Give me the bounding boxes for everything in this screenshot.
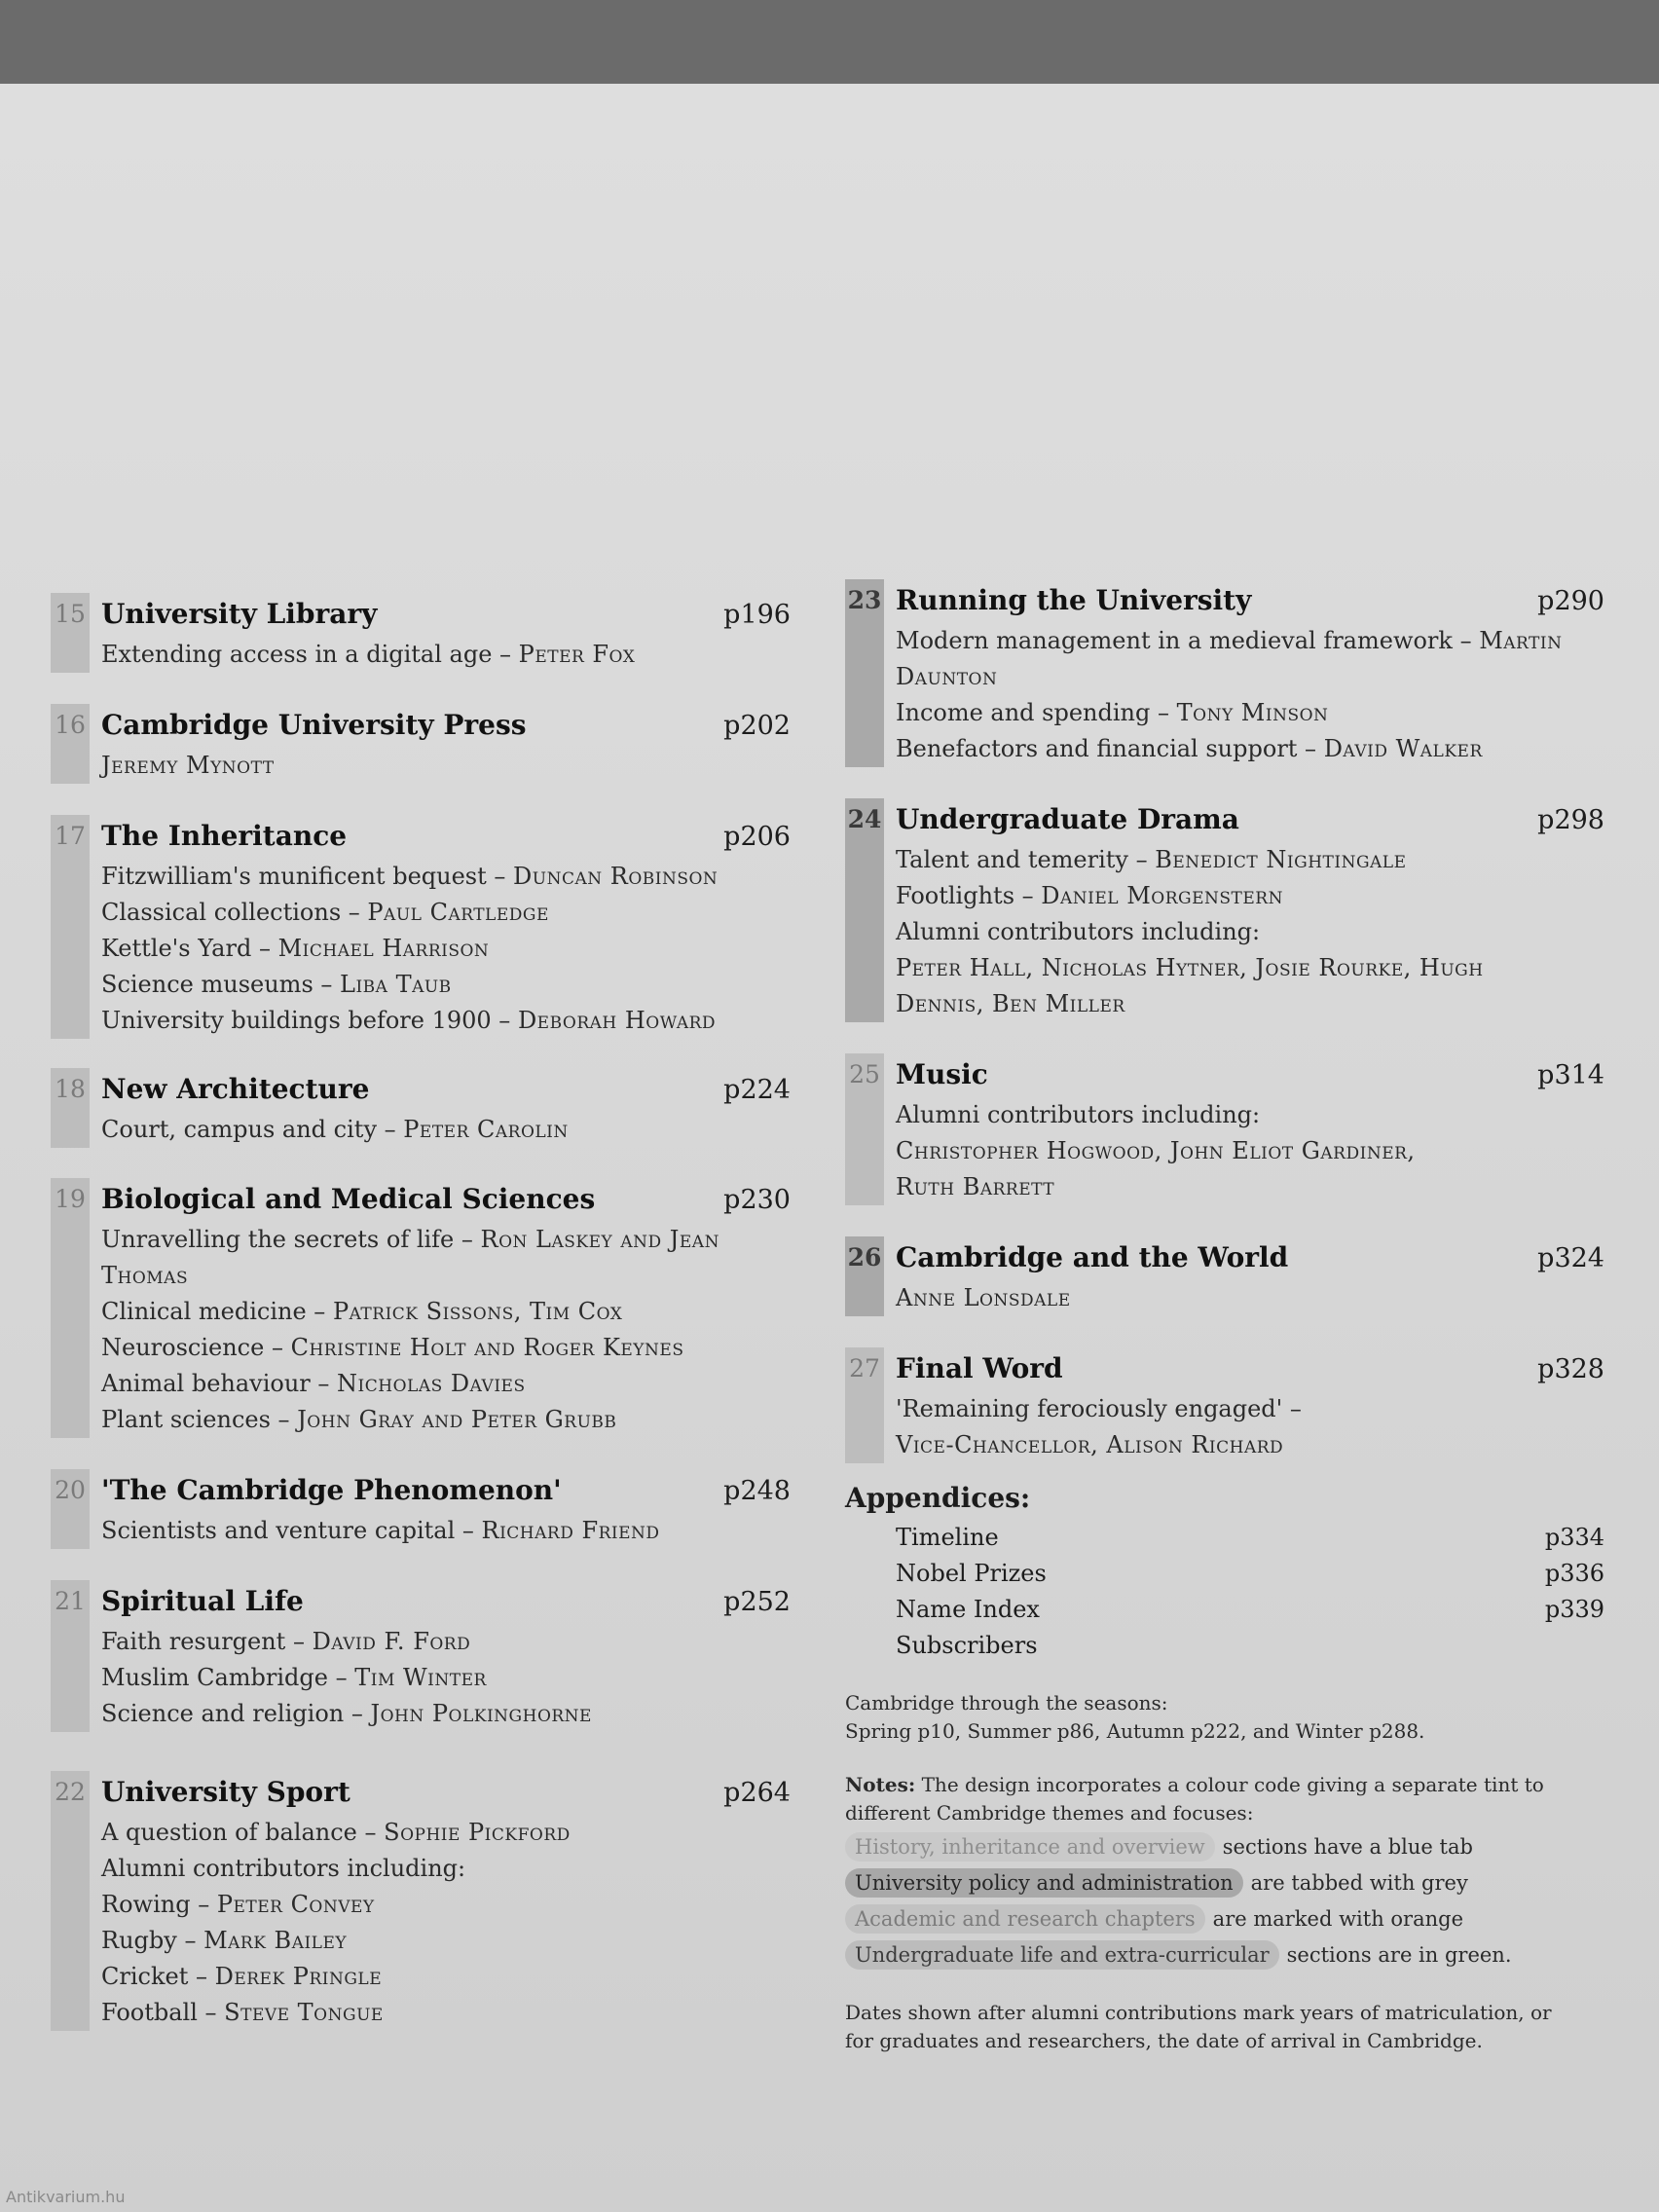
chapter-page: p252 xyxy=(723,1587,791,1617)
chapter-line xyxy=(101,931,791,967)
chapter-line xyxy=(101,1887,791,1923)
appendix-item xyxy=(845,1556,1604,1592)
chapter-number: 27 xyxy=(849,1354,880,1382)
line-text: Football – xyxy=(101,1999,225,2026)
chapter-line xyxy=(896,842,1604,878)
chapter-entry xyxy=(845,1347,1604,1463)
chapter-page: p248 xyxy=(723,1476,791,1506)
chapter-title: New Architecture xyxy=(101,1073,370,1105)
chapter-page: p324 xyxy=(1537,1243,1604,1273)
seasons-line-2: Spring p10, Summer p86, Autumn p222, and Winter p288. xyxy=(845,1719,1425,1743)
legend-swatch: History, inheritance and overview xyxy=(845,1832,1215,1862)
chapter-title: Biological and Medical Sciences xyxy=(101,1183,596,1215)
line-text: Animal behaviour – xyxy=(101,1370,338,1397)
legend-text: sections are in green. xyxy=(1286,1943,1512,1967)
chapter-title-row xyxy=(896,798,1604,842)
chapter-number: 21 xyxy=(55,1587,86,1615)
chapter-line xyxy=(101,1815,791,1851)
author-name: David Walker xyxy=(1323,735,1483,762)
chapter-line xyxy=(101,1112,791,1148)
appendices-heading: Appendices: xyxy=(845,1482,1031,1514)
line-text: Rugby – xyxy=(101,1927,204,1954)
chapter-page: p264 xyxy=(723,1778,791,1808)
chapter-line xyxy=(101,895,791,931)
appendix-label: Subscribers xyxy=(896,1632,1038,1659)
chapter-number: 16 xyxy=(55,711,86,739)
line-text: Science museums – xyxy=(101,971,341,998)
background-surface xyxy=(0,0,1659,86)
author-name: Christine Holt and Roger Keynes xyxy=(290,1334,684,1361)
author-name: Derek Pringle xyxy=(214,1963,383,1990)
watermark: Antikvarium.hu xyxy=(6,2188,126,2206)
chapter-title: University Sport xyxy=(101,1776,350,1808)
chapter-page: p290 xyxy=(1537,586,1604,616)
appendix-item xyxy=(845,1592,1604,1628)
chapter-title: Cambridge University Press xyxy=(101,709,527,741)
chapter-number: 20 xyxy=(55,1476,86,1504)
chapter-line xyxy=(896,1391,1604,1427)
appendix-label: Name Index xyxy=(896,1596,1040,1623)
legend-text: sections have a blue tab xyxy=(1222,1835,1473,1859)
chapter-line xyxy=(896,1427,1604,1463)
appendix-page: p336 xyxy=(1544,1560,1604,1587)
author-name: Peter Fox xyxy=(518,641,636,668)
chapter-line xyxy=(896,914,1604,950)
author-name: Sophie Pickford xyxy=(384,1819,571,1846)
legend-row xyxy=(845,1901,1604,1937)
author-name: Benedict Nightingale xyxy=(1155,846,1407,873)
chapter-page: p298 xyxy=(1537,805,1604,835)
chapter-line xyxy=(101,967,791,1003)
chapter-line xyxy=(101,1851,791,1887)
line-text: Footlights – xyxy=(896,882,1042,909)
colour-legend xyxy=(845,1829,1604,1973)
chapter-title-row xyxy=(896,1236,1604,1280)
line-text: Kettle's Yard – xyxy=(101,935,278,962)
chapter-page: p202 xyxy=(723,711,791,741)
author-name: Peter Convey xyxy=(216,1891,375,1918)
appendix-label: Timeline xyxy=(896,1524,999,1551)
chapter-entry xyxy=(51,1469,791,1549)
chapter-page: p328 xyxy=(1537,1354,1604,1384)
line-text: Alumni contributors including: xyxy=(896,918,1261,945)
chapter-line xyxy=(101,1624,791,1660)
chapter-entry xyxy=(845,1053,1604,1205)
chapter-line xyxy=(896,878,1604,914)
line-text: Unravelling the secrets of life – xyxy=(101,1226,481,1253)
chapter-number: 19 xyxy=(55,1185,86,1213)
author-name: Daunton xyxy=(896,663,998,690)
author-name: Anne Lonsdale xyxy=(896,1284,1071,1311)
line-text: Plant sciences – xyxy=(101,1406,298,1433)
notes-label: Notes: xyxy=(845,1773,916,1796)
author-name: Dennis, Ben Miller xyxy=(896,990,1125,1017)
chapter-line xyxy=(101,1222,791,1294)
line-text: Science and religion – xyxy=(101,1700,371,1727)
line-text: Alumni contributors including: xyxy=(101,1855,466,1882)
chapter-page: p196 xyxy=(723,600,791,630)
chapter-line xyxy=(896,659,1604,695)
chapter-number: 24 xyxy=(847,805,882,833)
chapter-line xyxy=(101,1660,791,1696)
chapter-number: 26 xyxy=(847,1243,882,1272)
author-name: Ron Laskey and Jean Thomas xyxy=(101,1226,719,1289)
chapter-line xyxy=(896,695,1604,731)
appendix-page: p339 xyxy=(1544,1596,1604,1623)
author-name: Tony Minson xyxy=(1176,699,1329,726)
contents-column-left xyxy=(51,593,791,2031)
author-name: Richard Friend xyxy=(481,1517,660,1544)
author-name: Vice-Chancellor, Alison Richard xyxy=(896,1431,1284,1458)
legend-swatch: Undergraduate life and extra-curricular xyxy=(845,1940,1279,1970)
chapter-title-row xyxy=(101,593,791,637)
legend-text: are tabbed with grey xyxy=(1250,1871,1468,1895)
line-text: Neuroscience – xyxy=(101,1334,291,1361)
appendices xyxy=(845,1477,1604,1664)
author-name: Peter Hall, Nicholas Hytner, Josie Rourke, Hugh xyxy=(896,954,1484,981)
author-name: Peter Carolin xyxy=(403,1116,569,1143)
chapter-entry xyxy=(845,1236,1604,1316)
notes-text xyxy=(845,1771,1604,1827)
line-text: Classical collections – xyxy=(101,899,368,926)
line-text: Clinical medicine – xyxy=(101,1298,333,1325)
chapter-number: 23 xyxy=(847,586,882,614)
legend-text: are marked with orange xyxy=(1212,1907,1464,1931)
line-text: Faith resurgent – xyxy=(101,1628,313,1655)
chapter-line xyxy=(101,1330,791,1366)
author-name: John Gray and Peter Grubb xyxy=(297,1406,617,1433)
author-name: David F. Ford xyxy=(312,1628,471,1655)
chapter-entry xyxy=(845,798,1604,1022)
chapter-line xyxy=(101,1402,791,1438)
chapter-entry xyxy=(51,815,791,1039)
chapter-title-row xyxy=(101,1580,791,1624)
author-name: Duncan Robinson xyxy=(513,863,719,890)
chapter-entry xyxy=(51,593,791,673)
line-text: Cricket – xyxy=(101,1963,215,1990)
seasons-note xyxy=(845,1689,1604,1746)
appendix-label: Nobel Prizes xyxy=(896,1560,1047,1587)
chapter-title-row xyxy=(101,1178,791,1222)
chapter-title: Running the University xyxy=(896,584,1252,616)
chapter-number: 22 xyxy=(55,1778,86,1806)
author-name: John Polkinghorne xyxy=(370,1700,592,1727)
chapter-title-row xyxy=(101,1068,791,1112)
line-text: Scientists and venture capital – xyxy=(101,1517,482,1544)
line-text: Muslim Cambridge – xyxy=(101,1664,355,1691)
chapter-entry xyxy=(51,1068,791,1148)
chapter-title: University Library xyxy=(101,598,378,630)
chapter-line xyxy=(101,1995,791,2031)
chapter-title: Undergraduate Drama xyxy=(896,803,1239,835)
chapter-title: Spiritual Life xyxy=(101,1585,304,1617)
chapter-line xyxy=(896,1169,1604,1205)
author-name: Liba Taub xyxy=(340,971,452,998)
chapter-line xyxy=(101,1513,791,1549)
chapter-line xyxy=(101,1696,791,1732)
line-text: Benefactors and financial support – xyxy=(896,735,1324,762)
line-text: Income and spending – xyxy=(896,699,1177,726)
author-name: Mark Bailey xyxy=(203,1927,348,1954)
chapter-title: Music xyxy=(896,1058,988,1090)
legend-row xyxy=(845,1829,1604,1865)
author-name: Christopher Hogwood, John Eliot Gardiner, xyxy=(896,1137,1416,1164)
chapter-line xyxy=(896,1097,1604,1133)
dates-note: Dates shown after alumni contributions mark years of matriculation, or for graduates and researchers, the date of arrival in Cambridge. xyxy=(845,2001,1552,2052)
line-text: Alumni contributors including: xyxy=(896,1101,1261,1128)
chapter-number: 18 xyxy=(55,1075,86,1103)
chapter-line xyxy=(896,986,1604,1022)
legend-swatch: Academic and research chapters xyxy=(845,1904,1205,1934)
line-text: Fitzwilliam's munificent bequest – xyxy=(101,863,514,890)
chapter-line xyxy=(101,1366,791,1402)
chapter-line xyxy=(101,1959,791,1995)
line-text: University buildings before 1900 – xyxy=(101,1007,518,1034)
chapter-line xyxy=(896,950,1604,986)
chapter-line xyxy=(101,1923,791,1959)
chapter-title: The Inheritance xyxy=(101,820,348,852)
chapter-line xyxy=(896,731,1604,767)
line-text: Extending access in a digital age – xyxy=(101,641,519,668)
chapter-line xyxy=(101,1003,791,1039)
author-name: Ruth Barrett xyxy=(896,1173,1055,1200)
right-entries xyxy=(845,579,1604,1463)
notes-block xyxy=(845,1771,1604,2055)
author-name: Steve Tongue xyxy=(224,1999,384,2026)
appendix-item xyxy=(845,1628,1604,1664)
chapter-page: p314 xyxy=(1537,1060,1604,1090)
chapter-title-row xyxy=(896,1347,1604,1391)
chapter-line xyxy=(896,1133,1604,1169)
chapter-number: 17 xyxy=(55,822,86,850)
line-text: Rowing – xyxy=(101,1891,217,1918)
appendix-item xyxy=(845,1520,1604,1556)
chapter-line xyxy=(101,637,791,673)
line-text: 'Remaining ferociously engaged' – xyxy=(896,1395,1302,1422)
chapter-page: p230 xyxy=(723,1185,791,1215)
author-name: Paul Cartledge xyxy=(367,899,549,926)
author-name: Patrick Sissons, Tim Cox xyxy=(332,1298,623,1325)
chapter-entry xyxy=(51,704,791,784)
chapter-title: Cambridge and the World xyxy=(896,1241,1289,1273)
appendix-page: p334 xyxy=(1544,1524,1604,1551)
author-name: Tim Winter xyxy=(354,1664,487,1691)
appendices-list xyxy=(845,1520,1604,1664)
chapter-title-row xyxy=(101,1771,791,1815)
chapter-number: 25 xyxy=(849,1060,880,1088)
chapter-line xyxy=(896,1280,1604,1316)
chapter-line xyxy=(896,623,1604,659)
chapter-entry xyxy=(51,1771,791,2031)
chapter-title-row xyxy=(101,1469,791,1513)
chapter-page: p206 xyxy=(723,822,791,852)
author-name: Jeremy Mynott xyxy=(101,752,275,779)
legend-row xyxy=(845,1937,1604,1973)
chapter-title-row xyxy=(896,1053,1604,1097)
chapter-line xyxy=(101,859,791,895)
author-name: Michael Harrison xyxy=(277,935,490,962)
chapter-entry xyxy=(51,1178,791,1438)
chapter-title-row xyxy=(896,579,1604,623)
chapter-number: 15 xyxy=(55,600,86,628)
seasons-line-1: Cambridge through the seasons: xyxy=(845,1691,1168,1714)
line-text: A question of balance – xyxy=(101,1819,385,1846)
author-name: Daniel Morgenstern xyxy=(1041,882,1283,909)
line-text: Talent and temerity – xyxy=(896,846,1156,873)
chapter-entry xyxy=(845,579,1604,767)
author-name: Martin xyxy=(1479,627,1563,654)
legend-swatch: University policy and administration xyxy=(845,1868,1243,1898)
contents-column-right xyxy=(845,579,1604,2055)
legend-row xyxy=(845,1865,1604,1901)
chapter-entry xyxy=(51,1580,791,1732)
chapter-page: p224 xyxy=(723,1075,791,1105)
line-text: Modern management in a medieval framework – xyxy=(896,627,1480,654)
chapter-line xyxy=(101,1294,791,1330)
author-name: Nicholas Davies xyxy=(337,1370,526,1397)
chapter-line xyxy=(101,748,791,784)
chapter-title: Final Word xyxy=(896,1352,1063,1384)
chapter-title-row xyxy=(101,815,791,859)
chapter-title: 'The Cambridge Phenomenon' xyxy=(101,1474,562,1506)
chapter-title-row xyxy=(101,704,791,748)
notes-body: The design incorporates a colour code giving a separate tint to different Cambridge themes and focuses: xyxy=(845,1773,1544,1825)
line-text: Court, campus and city – xyxy=(101,1116,404,1143)
author-name: Deborah Howard xyxy=(517,1007,717,1034)
